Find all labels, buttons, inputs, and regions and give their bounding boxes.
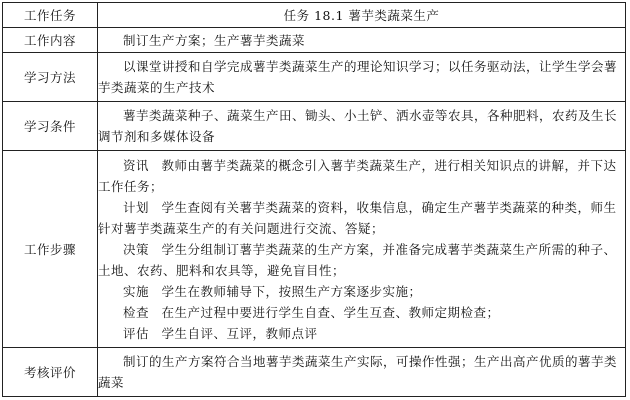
- row-conditions: [3, 102, 626, 151]
- conditions-label: 学习条件: [3, 102, 98, 151]
- method-label: 学习方法: [3, 53, 98, 102]
- conditions-value: 薯芋类蔬菜种子、蔬菜生产田、锄头、小土铲、洒水壶等农具，各种肥料，农药及生长调节剂和多媒体设备: [98, 102, 626, 151]
- step-key: 实施: [123, 283, 150, 299]
- step-item: [98, 323, 625, 344]
- row-task: [3, 3, 626, 28]
- step-text: 学生查阅有关薯芋类蔬菜的资料，收集信息，确定生产薯芋类蔬菜的种类，师生针对薯芋类蔬菜生产的有关问题进行交流、答疑；: [98, 199, 617, 236]
- step-item: [98, 197, 625, 239]
- evaluation-value: 制订的生产方案符合当地薯芋类蔬菜生产实际，可操作性强；生产出高产优质的薯芋类蔬菜: [98, 348, 626, 397]
- step-item: [98, 302, 625, 323]
- evaluation-label: 考核评价: [3, 348, 98, 397]
- row-steps: [3, 151, 626, 348]
- step-item: [98, 281, 625, 302]
- step-key: 评估: [123, 325, 150, 341]
- step-key: 计划: [123, 199, 150, 215]
- row-content: [3, 28, 626, 53]
- task-label: 工作任务: [3, 3, 98, 28]
- row-evaluation: [3, 348, 626, 397]
- step-item: [98, 239, 625, 281]
- content-label: 工作内容: [3, 28, 98, 53]
- content-value: 制订生产方案；生产薯芋类蔬菜: [98, 28, 626, 53]
- row-method: [3, 53, 626, 102]
- step-text: 学生在教师辅导下，按照生产方案逐步实施；: [161, 283, 422, 299]
- step-text: 学生自评、互评，教师点评: [161, 325, 318, 341]
- step-text: 教师由薯芋类蔬菜的概念引入薯芋类蔬菜生产，进行相关知识点的讲解，并下达工作任务；: [98, 157, 617, 194]
- method-value: 以课堂讲授和自学完成薯芋类蔬菜生产的理论知识学习；以任务驱动法，让学生学会薯芋类蔬菜的生产技术: [98, 53, 626, 102]
- task-table: [2, 2, 626, 397]
- steps-value: [98, 151, 626, 348]
- steps-label: 工作步骤: [3, 151, 98, 348]
- step-text: 在生产过程中要进行学生自查、学生互查、教师定期检查；: [161, 304, 500, 320]
- step-key: 检查: [123, 304, 150, 320]
- step-text: 学生分组制订薯芋类蔬菜的生产方案，并准备完成薯芋类蔬菜生产所需的种子、土地、农药、肥料和农具等，避免盲目性；: [98, 241, 617, 278]
- step-key: 资讯: [123, 157, 150, 173]
- step-key: 决策: [123, 241, 150, 257]
- task-value: 任务 18.1 薯芋类蔬菜生产: [98, 3, 626, 28]
- step-item: [98, 155, 625, 197]
